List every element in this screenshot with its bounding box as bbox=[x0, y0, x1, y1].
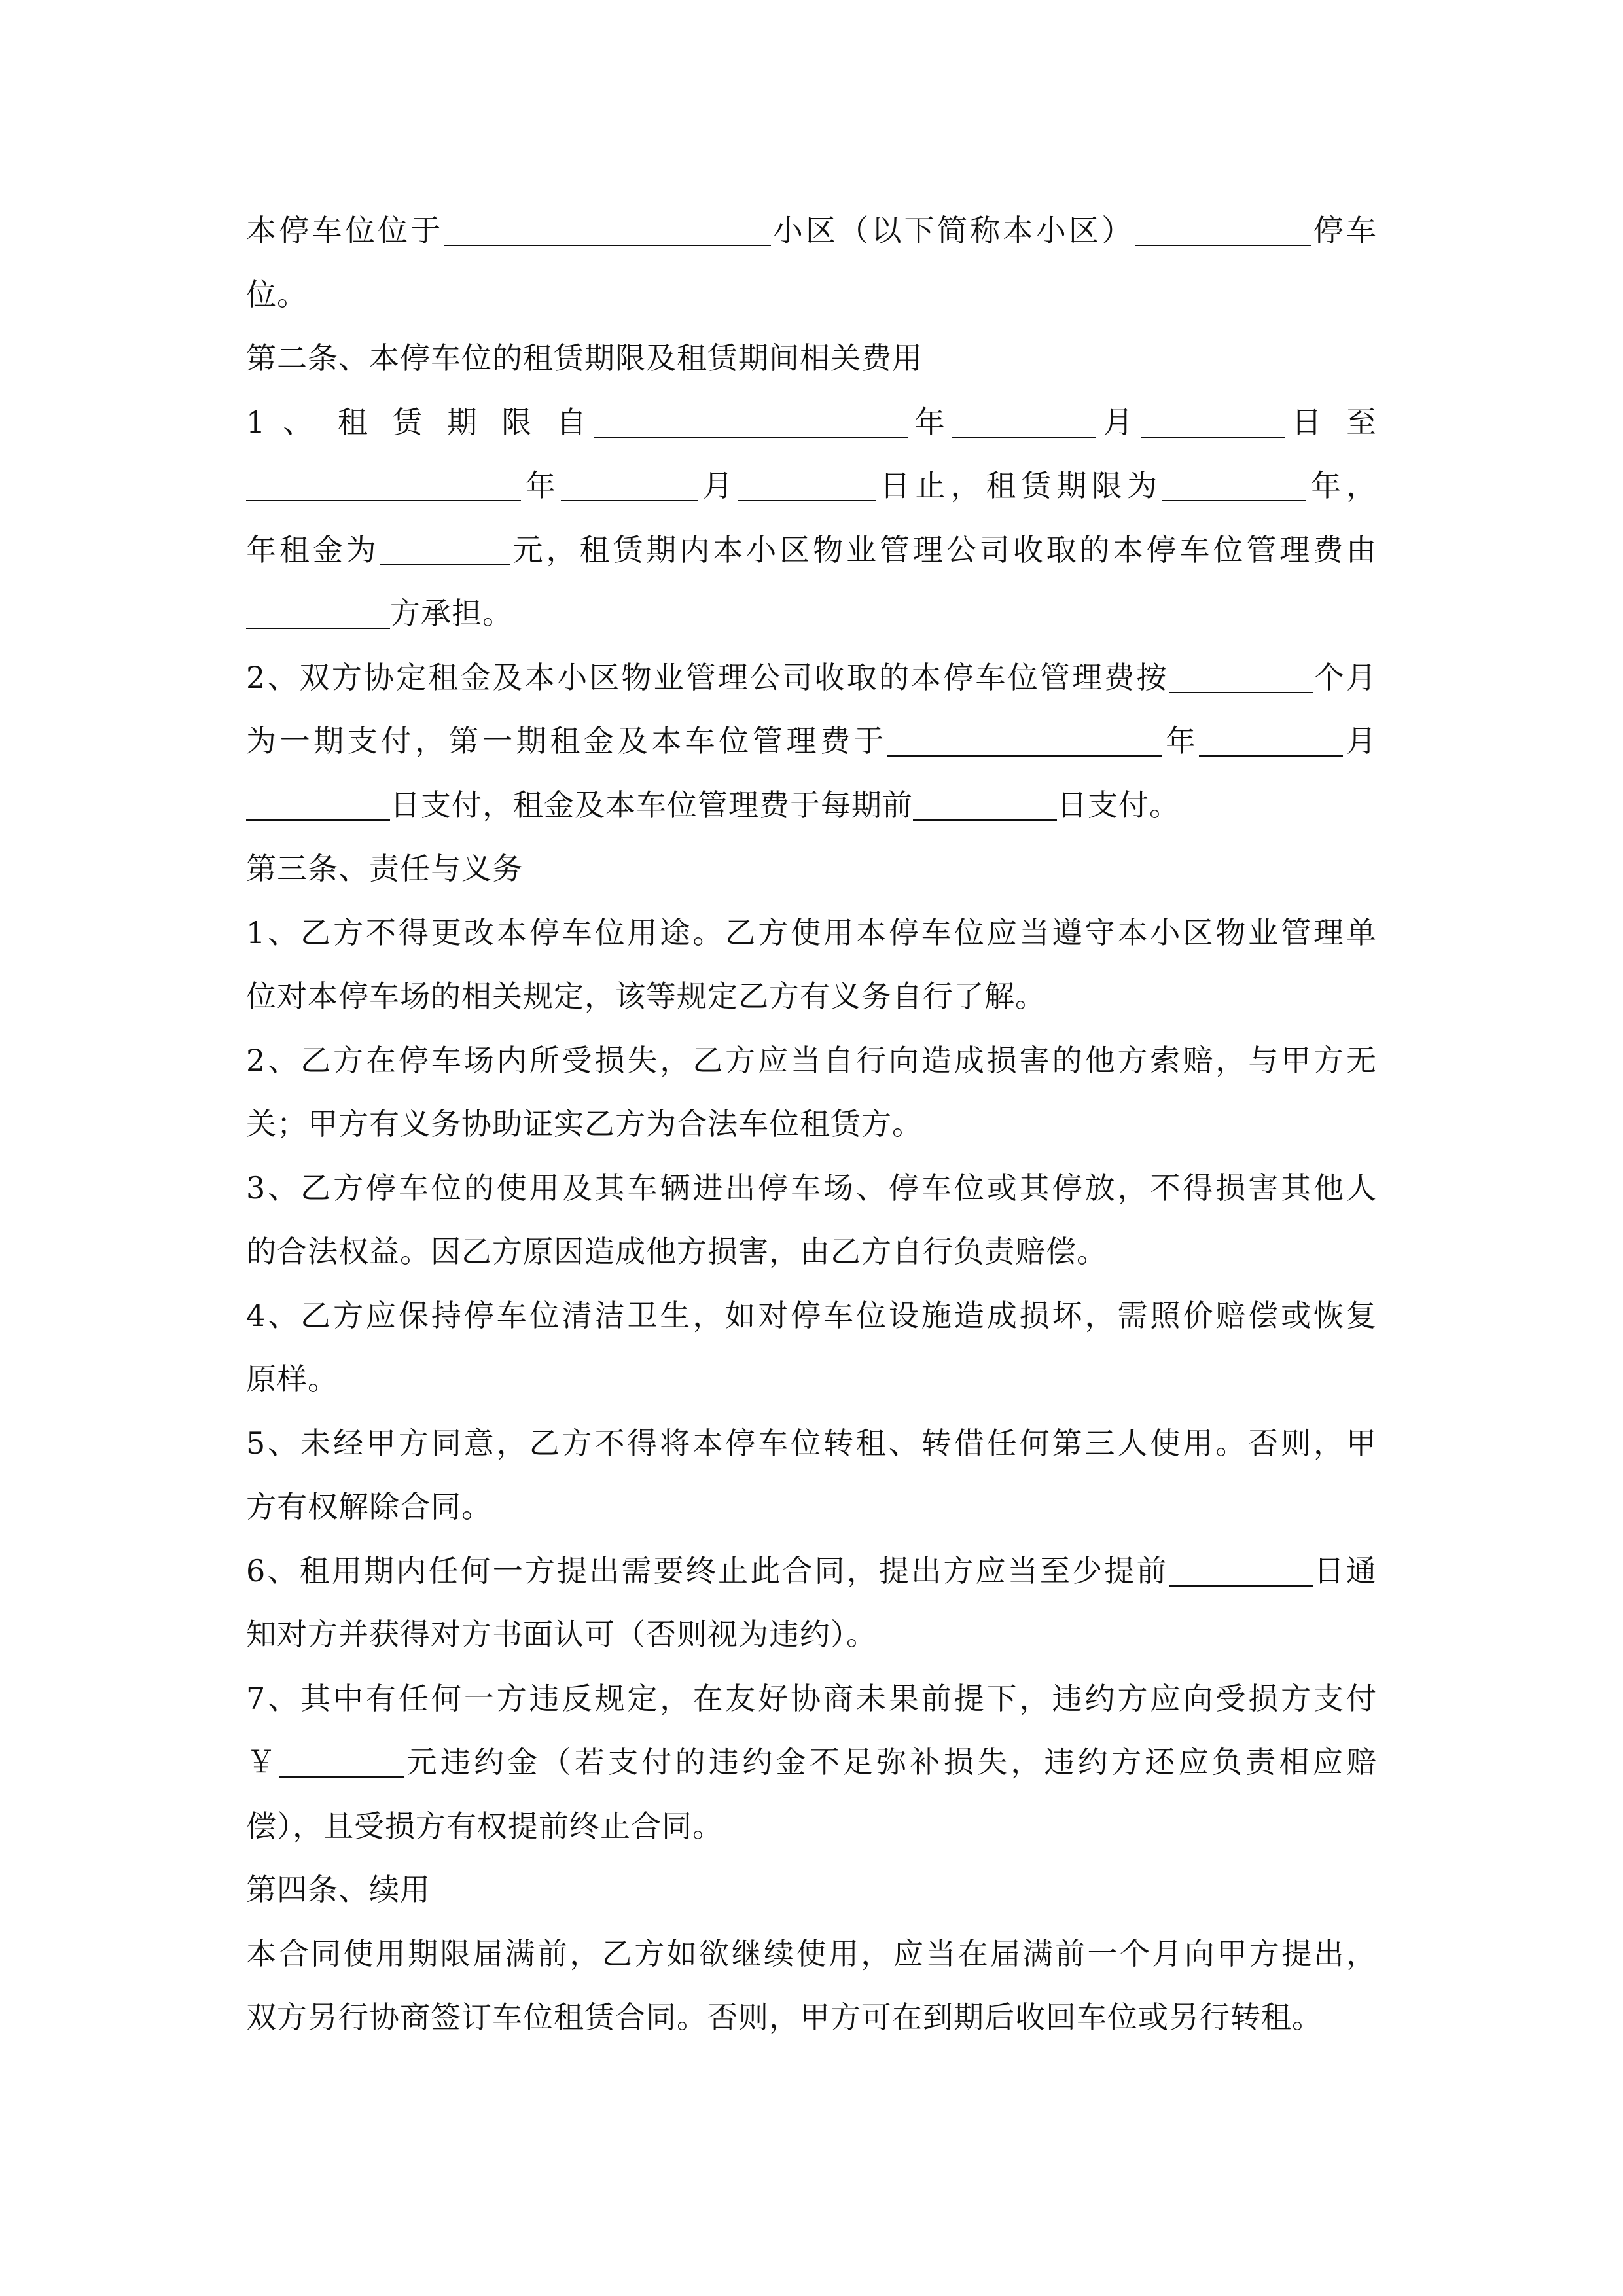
duty-7-line-1: 7、其中有任何一方违反规定，在友好协商未果前提下，违约方应向受损方支付 bbox=[246, 1680, 1377, 1716]
lease-years-blank bbox=[1162, 470, 1306, 501]
renewal-line-1: 本合同使用期限届满前，乙方如欲继续使用，应当在届满前一个月向甲方提出， bbox=[246, 1935, 1377, 1971]
first-payment-month-blank bbox=[1199, 725, 1343, 757]
duty-6-line-1: 6、租用期内任何一方提出需要终止此合同，提出方应当至少提前 日通 bbox=[246, 1552, 1377, 1588]
penalty-amount-blank bbox=[279, 1746, 404, 1778]
clause-2-2-line-3: 日支付，租金及本车位管理费于每期前 日支付。 bbox=[246, 774, 1377, 838]
renewal-line-2: 双方另行协商签订车位租赁合同。否则，甲方可在到期后收回车位或另行转租。 bbox=[246, 2000, 1323, 2035]
clause-2-2-line-1: 2、双方协定租金及本小区物业管理公司收取的本停车位管理费按 个月 bbox=[246, 659, 1377, 695]
duty-2-line-2: 关；甲方有义务协助证实乙方为合法车位租赁方。 bbox=[246, 1106, 923, 1141]
first-payment-day-blank bbox=[246, 789, 390, 821]
end-year-blank bbox=[246, 470, 521, 501]
article-2-heading: 第二条、本停车位的租赁期限及租赁期间相关费用 bbox=[246, 340, 923, 376]
first-payment-year-blank bbox=[887, 725, 1162, 757]
fee-party-blank bbox=[246, 598, 390, 629]
payment-months-blank bbox=[1169, 662, 1313, 693]
article-4-heading: 第四条、续用 bbox=[246, 1872, 431, 1907]
location-line-end: 位。 bbox=[246, 276, 308, 312]
duty-5-line-2: 方有权解除合同。 bbox=[246, 1489, 492, 1524]
advance-days-blank bbox=[913, 789, 1057, 821]
duty-1-line-1: 1、乙方不得更改本停车位用途。乙方使用本停车位应当遵守本小区物业管理单 bbox=[246, 914, 1377, 950]
clause-2-1-line-2: 年 月 日止，租赁期限为 年， bbox=[246, 454, 1377, 518]
duty-4-line-2: 原样。 bbox=[246, 1361, 338, 1397]
contract-text bbox=[246, 199, 1377, 2050]
duty-4-line-1: 4、乙方应保持停车位清洁卫生，如对停车位设施造成损坏，需照价赔偿或恢复 bbox=[246, 1297, 1377, 1333]
clause-2-1-line-3: 年租金为 元，租赁期内本小区物业管理公司收取的本停车位管理费由 bbox=[246, 531, 1378, 567]
duty-3-line-1: 3、乙方停车位的使用及其车辆进出停车场、停车位或其停放，不得损害其他人 bbox=[246, 1170, 1377, 1206]
start-year-blank bbox=[594, 406, 908, 438]
duty-6-line-2: 知对方并获得对方书面认可（否则视为违约）。 bbox=[246, 1617, 877, 1652]
duty-3-line-2: 的合法权益。因乙方原因造成他方损害，由乙方自行负责赔偿。 bbox=[246, 1234, 1107, 1269]
duty-1-line-2: 位对本停车场的相关规定，该等规定乙方有义务自行了解。 bbox=[246, 978, 1046, 1014]
clause-2-1-line-1: 1 、 租 赁 期 限 自 年 月 日 至 bbox=[246, 404, 1378, 440]
location-line: 本停车位位于 小区（以下简称本小区） 停车 bbox=[246, 213, 1377, 248]
article-3-heading: 第三条、责任与义务 bbox=[246, 851, 523, 886]
start-month-blank bbox=[952, 406, 1096, 438]
clause-2-2-line-2: 为一期支付，第一期租金及本车位管理费于 年 月 bbox=[246, 723, 1378, 759]
duty-2-line-1: 2、乙方在停车场内所受损失，乙方应当自行向造成损害的他方索赔，与甲方无 bbox=[246, 1042, 1377, 1078]
clause-2-1-line-4: 方承担。 bbox=[246, 582, 1377, 646]
notice-days-blank bbox=[1169, 1555, 1313, 1587]
duty-5-line-1: 5、未经甲方同意，乙方不得将本停车位转租、转借任何第三人使用。否则，甲 bbox=[246, 1425, 1377, 1461]
end-month-blank bbox=[561, 470, 698, 501]
duty-7-line-3: 偿），且受损方有权提前终止合同。 bbox=[246, 1808, 723, 1844]
end-day-blank bbox=[738, 470, 876, 501]
start-day-blank bbox=[1141, 406, 1285, 438]
annual-rent-blank bbox=[380, 534, 510, 565]
space-number-blank bbox=[1135, 215, 1311, 246]
community-blank bbox=[444, 215, 771, 246]
duty-7-line-2: ￥ 元违约金（若支付的违约金不足弥补损失，违约方还应负责相应赔 bbox=[246, 1744, 1378, 1780]
